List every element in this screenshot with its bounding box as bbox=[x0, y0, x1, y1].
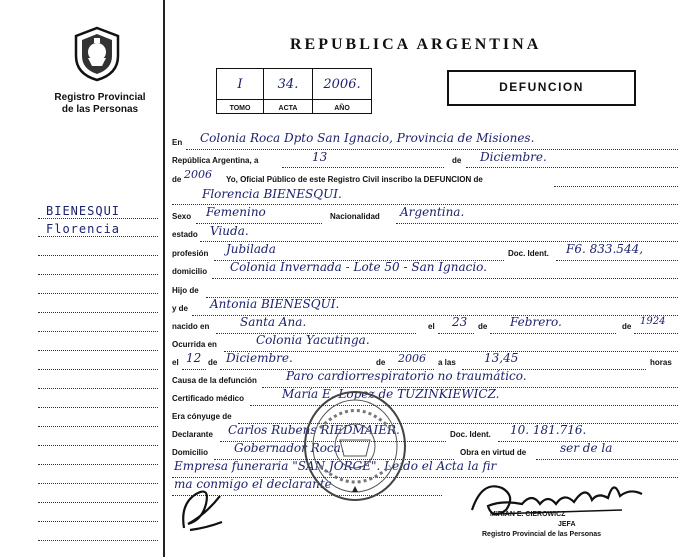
ocurrida-label: Ocurrida en bbox=[172, 340, 217, 349]
conyuge-label: Era cónyuge de bbox=[172, 412, 232, 421]
alas-label: a las bbox=[438, 358, 456, 367]
initials-signature bbox=[176, 484, 236, 536]
margin-rule bbox=[38, 388, 158, 389]
nacionalidad-label: Nacionalidad bbox=[330, 212, 380, 221]
estado-label: estado bbox=[172, 230, 198, 239]
margin-rule bbox=[38, 483, 158, 484]
margin-divider bbox=[163, 0, 165, 557]
profesion-value: Jubilada bbox=[226, 242, 276, 256]
place-value: Colonia Roca Dpto San Ignacio, Provincia de Misiones. bbox=[200, 131, 535, 145]
margin-rule bbox=[38, 426, 158, 427]
tomo-cell bbox=[217, 69, 264, 113]
margin-rule bbox=[38, 218, 158, 219]
signer-office: Registro Provincial de las Personas bbox=[482, 531, 602, 538]
signer-role: JEFA bbox=[558, 521, 576, 528]
official-stamp bbox=[300, 388, 410, 504]
registration-month: Diciembre. bbox=[480, 150, 547, 164]
tomo-label: TOMO bbox=[229, 105, 251, 112]
register-box bbox=[216, 68, 372, 114]
margin-rule bbox=[38, 350, 158, 351]
docident2-label: Doc. Ident. bbox=[450, 430, 491, 439]
acta-value: 34. bbox=[277, 77, 299, 92]
domicilio2-label: Domicilio bbox=[172, 448, 209, 457]
el2-label: el bbox=[172, 358, 179, 367]
nacido-value: Santa Ana. bbox=[240, 315, 307, 329]
observation-line-2: ma conmigo el declarante bbox=[174, 477, 332, 491]
ano-label: AÑO bbox=[334, 105, 350, 112]
margin-rule bbox=[38, 521, 158, 522]
record-type-box: DEFUNCION bbox=[447, 70, 636, 106]
margin-rule bbox=[38, 274, 158, 275]
margin-rule bbox=[38, 369, 158, 370]
birth-month: Febrero. bbox=[510, 315, 562, 329]
docident-label: Doc. Ident. bbox=[508, 249, 549, 258]
certificado-label: Certificado médico bbox=[172, 394, 245, 403]
acta-cell bbox=[264, 69, 313, 113]
horas-label: horas bbox=[650, 358, 672, 367]
el-label: el bbox=[428, 322, 435, 331]
obra-label: Obra en virtud de bbox=[460, 448, 527, 457]
margin-rule bbox=[38, 502, 158, 503]
margin-rule bbox=[38, 312, 158, 313]
margin-rule bbox=[38, 464, 158, 465]
year-prefix: de bbox=[172, 175, 182, 184]
birth-day: 23 bbox=[452, 315, 468, 329]
en-label: En bbox=[172, 138, 183, 147]
margin-rule bbox=[38, 445, 158, 446]
death-day: 12 bbox=[186, 351, 202, 365]
docident-value: F6. 833.544, bbox=[566, 242, 644, 256]
tomo-value: I bbox=[237, 77, 243, 92]
domicilio-label: domicilio bbox=[172, 267, 208, 276]
margin-rule bbox=[38, 293, 158, 294]
nacionalidad-value: Argentina. bbox=[400, 205, 465, 219]
registry-office-name: Registro Provincial de las Personas bbox=[54, 92, 146, 115]
certificado-value: María E. Lopez de TUZINKIEWICZ. bbox=[282, 387, 500, 401]
republica-label: República Argentina, a bbox=[172, 156, 259, 165]
provincial-seal-icon bbox=[72, 26, 122, 82]
acta-label: ACTA bbox=[278, 105, 298, 112]
domicilio2-value: Gobernador Roca. bbox=[234, 441, 345, 455]
causa-value: Paro cardiorrespiratorio no traumático. bbox=[286, 369, 527, 383]
registration-day: 13 bbox=[312, 150, 328, 164]
deceased-name: Florencia BIENESQUI. bbox=[202, 187, 342, 201]
death-time: 13,45 bbox=[484, 351, 519, 365]
sexo-value: Femenino bbox=[206, 205, 266, 219]
margin-rule bbox=[38, 540, 158, 541]
death-year: 2006 bbox=[398, 352, 426, 365]
obra-value: ser de la bbox=[560, 441, 613, 455]
declarante-value: Carlos Rubens RIEDMAIER. bbox=[228, 423, 400, 437]
margin-surname: BIENESQUI bbox=[46, 204, 121, 218]
margin-rule bbox=[38, 331, 158, 332]
margin-rule bbox=[38, 255, 158, 256]
ano-value: 2006. bbox=[323, 77, 361, 92]
de4-label: de bbox=[208, 358, 218, 367]
de5-label: de bbox=[376, 358, 386, 367]
registration-year: 2006 bbox=[184, 168, 212, 181]
de2-label: de bbox=[478, 322, 488, 331]
hijo-label: Hijo de bbox=[172, 286, 199, 295]
nacido-label: nacido en bbox=[172, 322, 210, 331]
observation-line-1: Empresa funeraria "SAN JORGE". Leído el Acta la fir bbox=[174, 459, 497, 473]
y-de-label: y de bbox=[172, 304, 189, 313]
oficial-text: Yo, Oficial Público de este Registro Civil inscribo la DEFUNCION de bbox=[226, 175, 483, 184]
causa-label: Causa de la defunción bbox=[172, 376, 257, 385]
page-title: REPUBLICA ARGENTINA bbox=[290, 36, 542, 53]
de3-label: de bbox=[622, 322, 632, 331]
madre-value: Antonia BIENESQUI. bbox=[210, 297, 340, 311]
docident2-value: 10. 181.716. bbox=[510, 423, 587, 437]
margin-rule bbox=[38, 407, 158, 408]
profesion-label: profesión bbox=[172, 249, 209, 258]
signer-name: MIRIAN E. CIEROWICZ bbox=[490, 511, 566, 518]
declarante-label: Declarante bbox=[172, 430, 213, 439]
margin-given-name: Florencia bbox=[46, 222, 121, 236]
birth-year: 1924 bbox=[640, 316, 666, 327]
de-label: de bbox=[452, 156, 462, 165]
domicilio-value: Colonia Invernada - Lote 50 - San Ignacio. bbox=[230, 260, 487, 274]
death-month: Diciembre. bbox=[226, 351, 293, 365]
estado-value: Viuda. bbox=[210, 224, 249, 238]
sexo-label: Sexo bbox=[172, 212, 192, 221]
ano-cell bbox=[313, 69, 371, 113]
ocurrida-value: Colonia Yacutinga. bbox=[256, 333, 370, 347]
margin-rule bbox=[38, 236, 158, 237]
